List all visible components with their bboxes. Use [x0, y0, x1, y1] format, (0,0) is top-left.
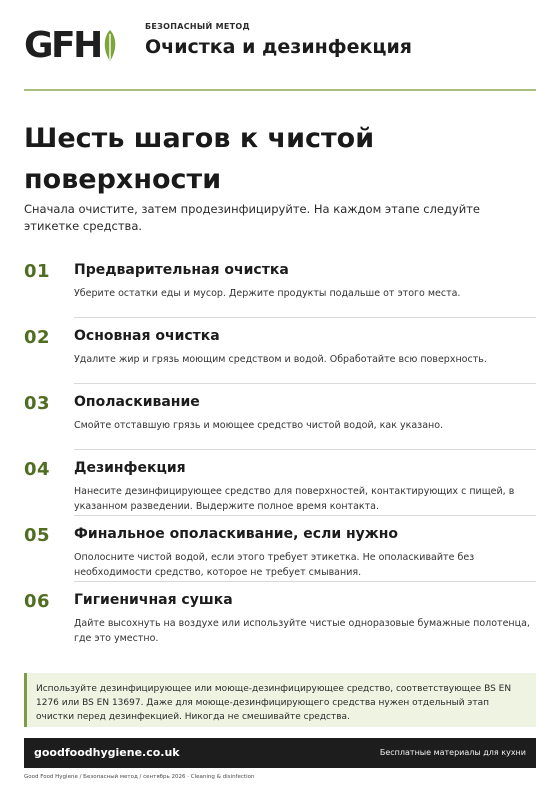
step-description: Смойте отставшую грязь и моющее средство чистой водой, как указано.: [74, 420, 444, 431]
page-title: Шесть шагов к чистой поверхности: [24, 123, 375, 195]
step-description: Дайте высохнуть на воздухе или используйте чистые одноразовые бумажные полотенца, где это уместно.: [74, 618, 530, 644]
step-title: Гигиеничная сушка: [74, 592, 233, 608]
header-overline: БЕЗОПАСНЫЙ МЕТОД: [145, 22, 250, 31]
step-title: Основная очистка: [74, 328, 220, 344]
step-item: [24, 388, 536, 454]
step-number: 01: [24, 261, 51, 282]
footer-tagline: Бесплатные материалы для кухни: [379, 748, 526, 757]
standards-note: [24, 673, 536, 727]
step-description: Нанесите дезинфицирующее средство для поверхностей, контактирующих с пищей, в указанном разведении. Выдержите полное время контакта.: [74, 486, 515, 512]
step-title: Ополаскивание: [74, 394, 200, 410]
step-divider: [74, 317, 536, 318]
step-divider: [74, 383, 536, 384]
step-description: Уберите остатки еды и мусор. Держите продукты подальше от этого места.: [74, 288, 461, 299]
step-title: Дезинфекция: [74, 460, 186, 476]
header-title: Очистка и дезинфекция: [145, 36, 412, 58]
note-text: Используйте дезинфицирующее или моюще-дезинфицирующее средство, соответствующее BS EN 1276 или BS EN 13697. Даже для моюще-дезинфицирующего средства нужен отдельный этап очистки перед дезинфекцией. Никогда не смешивайте средства.: [36, 684, 512, 722]
step-number: 05: [24, 525, 51, 546]
step-title: Предварительная очистка: [74, 262, 289, 278]
step-title: Финальное ополаскивание, если нужно: [74, 526, 399, 542]
step-number: 04: [24, 459, 51, 480]
step-divider: [74, 449, 536, 450]
intro-text: Сначала очистите, затем продезинфицируйте. На каждом этапе следуйте этикетке средства.: [24, 202, 480, 233]
logo-text: GFH: [24, 25, 101, 66]
step-description: Удалите жир и грязь моющим средством и водой. Обработайте всю поверхность.: [74, 354, 487, 365]
step-number: 03: [24, 393, 51, 414]
step-item: [24, 520, 536, 586]
step-divider: [74, 515, 536, 516]
footer-website-link[interactable]: goodfoodhygiene.co.uk: [34, 746, 180, 759]
step-item: [24, 586, 536, 652]
step-number: 02: [24, 327, 51, 348]
step-divider: [74, 581, 536, 582]
step-item: [24, 454, 536, 520]
gfh-logo: [24, 26, 118, 66]
footer-meta: Good Food Hygiene / Безопасный метод / сентябрь 2026 · Cleaning & disinfection: [24, 774, 255, 780]
leaf-icon: [102, 29, 118, 63]
page-header: [24, 18, 536, 74]
step-item: [24, 322, 536, 388]
footer-bar: [24, 738, 536, 768]
step-item: [24, 256, 536, 322]
step-description: Ополосните чистой водой, если этого требует этикетка. Не ополаскивайте без необходимости средство, которое не требует смывания.: [74, 552, 475, 578]
header-divider: [24, 89, 536, 91]
step-number: 06: [24, 591, 51, 612]
